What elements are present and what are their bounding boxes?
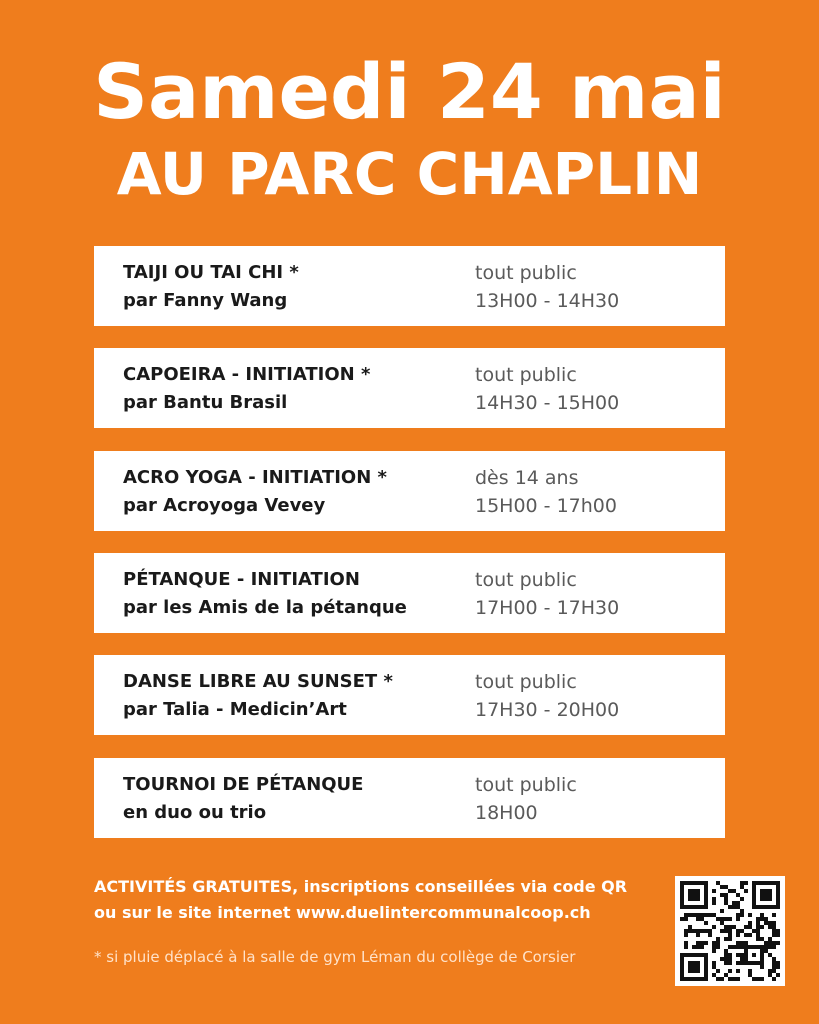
activity-name: TOURNOI DE PÉTANQUE	[123, 774, 364, 795]
activity-time: 15H00 - 17h00	[475, 495, 617, 517]
activity-host: par Fanny Wang	[123, 290, 288, 311]
qr-code-icon[interactable]	[675, 876, 785, 986]
activity-audience: tout public	[475, 364, 577, 386]
activity-card	[94, 348, 725, 428]
activity-card	[94, 451, 725, 531]
activity-name: TAIJI OU TAI CHI *	[123, 262, 299, 283]
activity-card	[94, 553, 725, 633]
activity-host: par Bantu Brasil	[123, 392, 288, 413]
activity-time: 17H00 - 17H30	[475, 597, 620, 619]
activity-audience: tout public	[475, 262, 577, 284]
footer-info-line: ACTIVITÉS GRATUITES, inscriptions conseillées via code QR	[94, 877, 628, 896]
rain-note: * si pluie déplacé à la salle de gym Léman du collège de Corsier	[94, 948, 576, 966]
activity-name: CAPOEIRA - INITIATION *	[123, 364, 371, 385]
activity-audience: tout public	[475, 569, 577, 591]
qr-code-graphic	[675, 876, 785, 986]
activity-audience: dès 14 ans	[475, 467, 579, 489]
activity-host: en duo ou trio	[123, 802, 267, 823]
activity-name: ACRO YOGA - INITIATION *	[123, 467, 387, 488]
activity-name: DANSE LIBRE AU SUNSET *	[123, 671, 393, 692]
activity-host: par Acroyoga Vevey	[123, 495, 326, 516]
activity-host: par Talia - Medicin’Art	[123, 699, 347, 720]
activity-time: 13H00 - 14H30	[475, 290, 620, 312]
activity-card	[94, 246, 725, 326]
page-title: Samedi 24 mai	[93, 47, 726, 136]
activity-name: PÉTANQUE - INITIATION	[123, 569, 360, 590]
activity-host: par les Amis de la pétanque	[123, 597, 407, 618]
activity-time: 18H00	[475, 802, 538, 824]
activity-time: 14H30 - 15H00	[475, 392, 620, 414]
activity-time: 17H30 - 20H00	[475, 699, 620, 721]
activity-card	[94, 758, 725, 838]
activity-card	[94, 655, 725, 735]
activity-audience: tout public	[475, 774, 577, 796]
activity-audience: tout public	[475, 671, 577, 693]
page-subtitle: AU PARC CHAPLIN	[116, 140, 703, 208]
footer-website-line: ou sur le site internet www.duelintercommunalcoop.ch	[94, 903, 591, 922]
